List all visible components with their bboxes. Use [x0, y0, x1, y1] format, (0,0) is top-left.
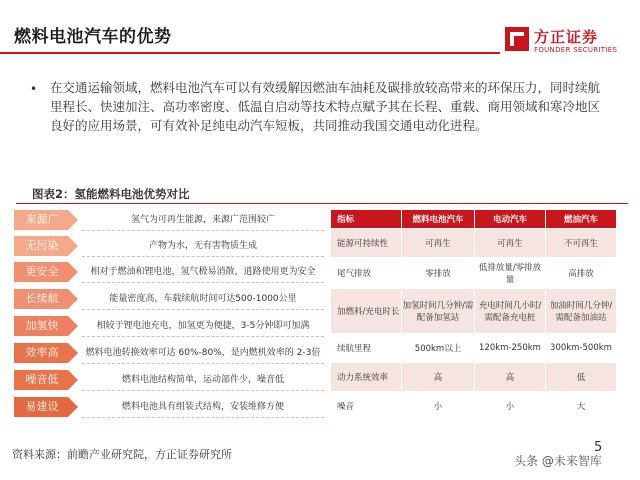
advantage-tag [14, 370, 78, 390]
founder-logo-icon [504, 26, 530, 52]
table-header-row [331, 210, 616, 228]
table-cell: 续航里程 [331, 334, 401, 362]
page-title: 燃料电池汽车的优势 [14, 27, 172, 47]
advantage-label: 加氢快 [25, 319, 59, 332]
table-row [331, 229, 616, 257]
advantage-text: 相对于燃油和锂电池，氢气极易消散，逍路使用更为安全 [82, 262, 324, 283]
advantage-label: 易建设 [25, 400, 59, 413]
logo-name-cn: 方正证券 [534, 28, 599, 46]
advantage-text: 燃料电池转换效率可达 60%-80%，是内燃机效率的 2-3倍 [82, 343, 324, 364]
header-rule [0, 52, 500, 54]
source-note: 资料来源：前瞻产业研究院，方正证券研究所 [12, 448, 232, 461]
advantage-text: 氢气为可再生能源，来源广范围较广 [82, 210, 324, 231]
advantage-label: 效率高 [25, 346, 59, 359]
advantage-tag [14, 262, 78, 282]
advantage-tag [14, 210, 78, 230]
advantage-tag [14, 236, 78, 256]
table-header-cell: 电动汽车 [475, 210, 545, 228]
table-row [331, 289, 616, 333]
advantage-text: 燃料电池结构简单，运动部件少，噪音低 [82, 370, 324, 391]
advantage-text: 相较于锂电池充电，加氢更为便捷，3-5分钟即可加满 [82, 316, 324, 337]
table-cell: 大 [546, 392, 616, 420]
table-cell: 加燃料/充电时长 [331, 289, 401, 333]
advantage-item [14, 262, 324, 282]
table-cell: 小 [402, 392, 474, 420]
table-cell: 噪音 [331, 392, 401, 420]
table-cell: 充电时间几小时/需配备充电桩 [475, 289, 545, 333]
table-cell: 不可再生 [546, 229, 616, 257]
advantage-item [14, 397, 324, 417]
table-row [331, 258, 616, 288]
table-cell: 低排放量/零排放量 [475, 258, 545, 288]
table-cell: 小 [475, 392, 545, 420]
table-cell: 300km-500km [546, 334, 616, 362]
watermark: 头条 @未来智库 [514, 454, 602, 468]
advantage-label: 无污染 [25, 239, 59, 252]
table-row [331, 363, 616, 391]
advantage-tag [14, 397, 78, 417]
advantage-label: 长续航 [25, 292, 59, 305]
advantage-text: 能量密度高，车载续航时间可达500-1000公里 [82, 289, 324, 310]
table-cell: 可再生 [475, 229, 545, 257]
advantage-tag [14, 343, 78, 363]
advantage-item [14, 236, 324, 256]
advantage-text: 产物为水，无有害物质生成 [82, 236, 324, 257]
table-cell: 加氢时间几分钟/需配备加氢站 [402, 289, 474, 333]
bullet-mark: • [30, 82, 38, 96]
table-cell: 能源可持续性 [331, 229, 401, 257]
table-cell: 加油时间几分钟/需配备加油站 [546, 289, 616, 333]
advantage-label: 来源广 [25, 213, 59, 226]
table-cell: 高 [402, 363, 474, 391]
advantage-tag [14, 316, 78, 336]
table-cell: 动力系统效率 [331, 363, 401, 391]
advantage-item [14, 316, 324, 336]
table-cell: 可再生 [402, 229, 474, 257]
table-header-cell: 指标 [331, 210, 401, 228]
advantage-label: 更安全 [25, 265, 59, 278]
body-paragraph: 在交通运输领域，燃料电池汽车可以有效缓解因燃油车油耗及碳排放较高带来的环保压力，同时续航里程长、快速加注、高功率密度、低温自启动等技术特点赋予其在长程、重载、商用领域和寒冷地区良好的应用场景，可有效补足纯电动汽车短板，共同推动我国交通电动化进程。 [50, 80, 601, 133]
table-cell: 零排放 [402, 258, 474, 288]
advantage-item [14, 343, 324, 363]
table-cell: 120km-250km [475, 334, 545, 362]
page-number: 5 [594, 440, 603, 455]
logo-name-en: FOUNDER SECURITIES [534, 46, 618, 54]
table-cell: 高 [475, 363, 545, 391]
table-row [331, 334, 616, 362]
comparison-table [330, 209, 617, 421]
table-cell: 500km以上 [402, 334, 474, 362]
advantage-label: 噪音低 [25, 373, 59, 386]
table-header-cell: 燃油汽车 [546, 210, 616, 228]
table-row [331, 392, 616, 420]
figure-title: 图表2：氢能燃料电池优势对比 [32, 187, 190, 201]
company-logo [504, 26, 634, 62]
advantage-item [14, 210, 324, 230]
advantage-tag [14, 289, 78, 309]
advantage-item [14, 370, 324, 390]
advantage-item [14, 289, 324, 309]
advantage-text: 燃料电池具有组装式结构，安装维修方便 [82, 397, 324, 418]
table-cell: 低 [546, 363, 616, 391]
figure-rule [16, 203, 628, 204]
table-cell: 尾气排放 [331, 258, 401, 288]
table-header-cell: 燃料电池汽车 [402, 210, 474, 228]
table-cell: 高排放 [546, 258, 616, 288]
